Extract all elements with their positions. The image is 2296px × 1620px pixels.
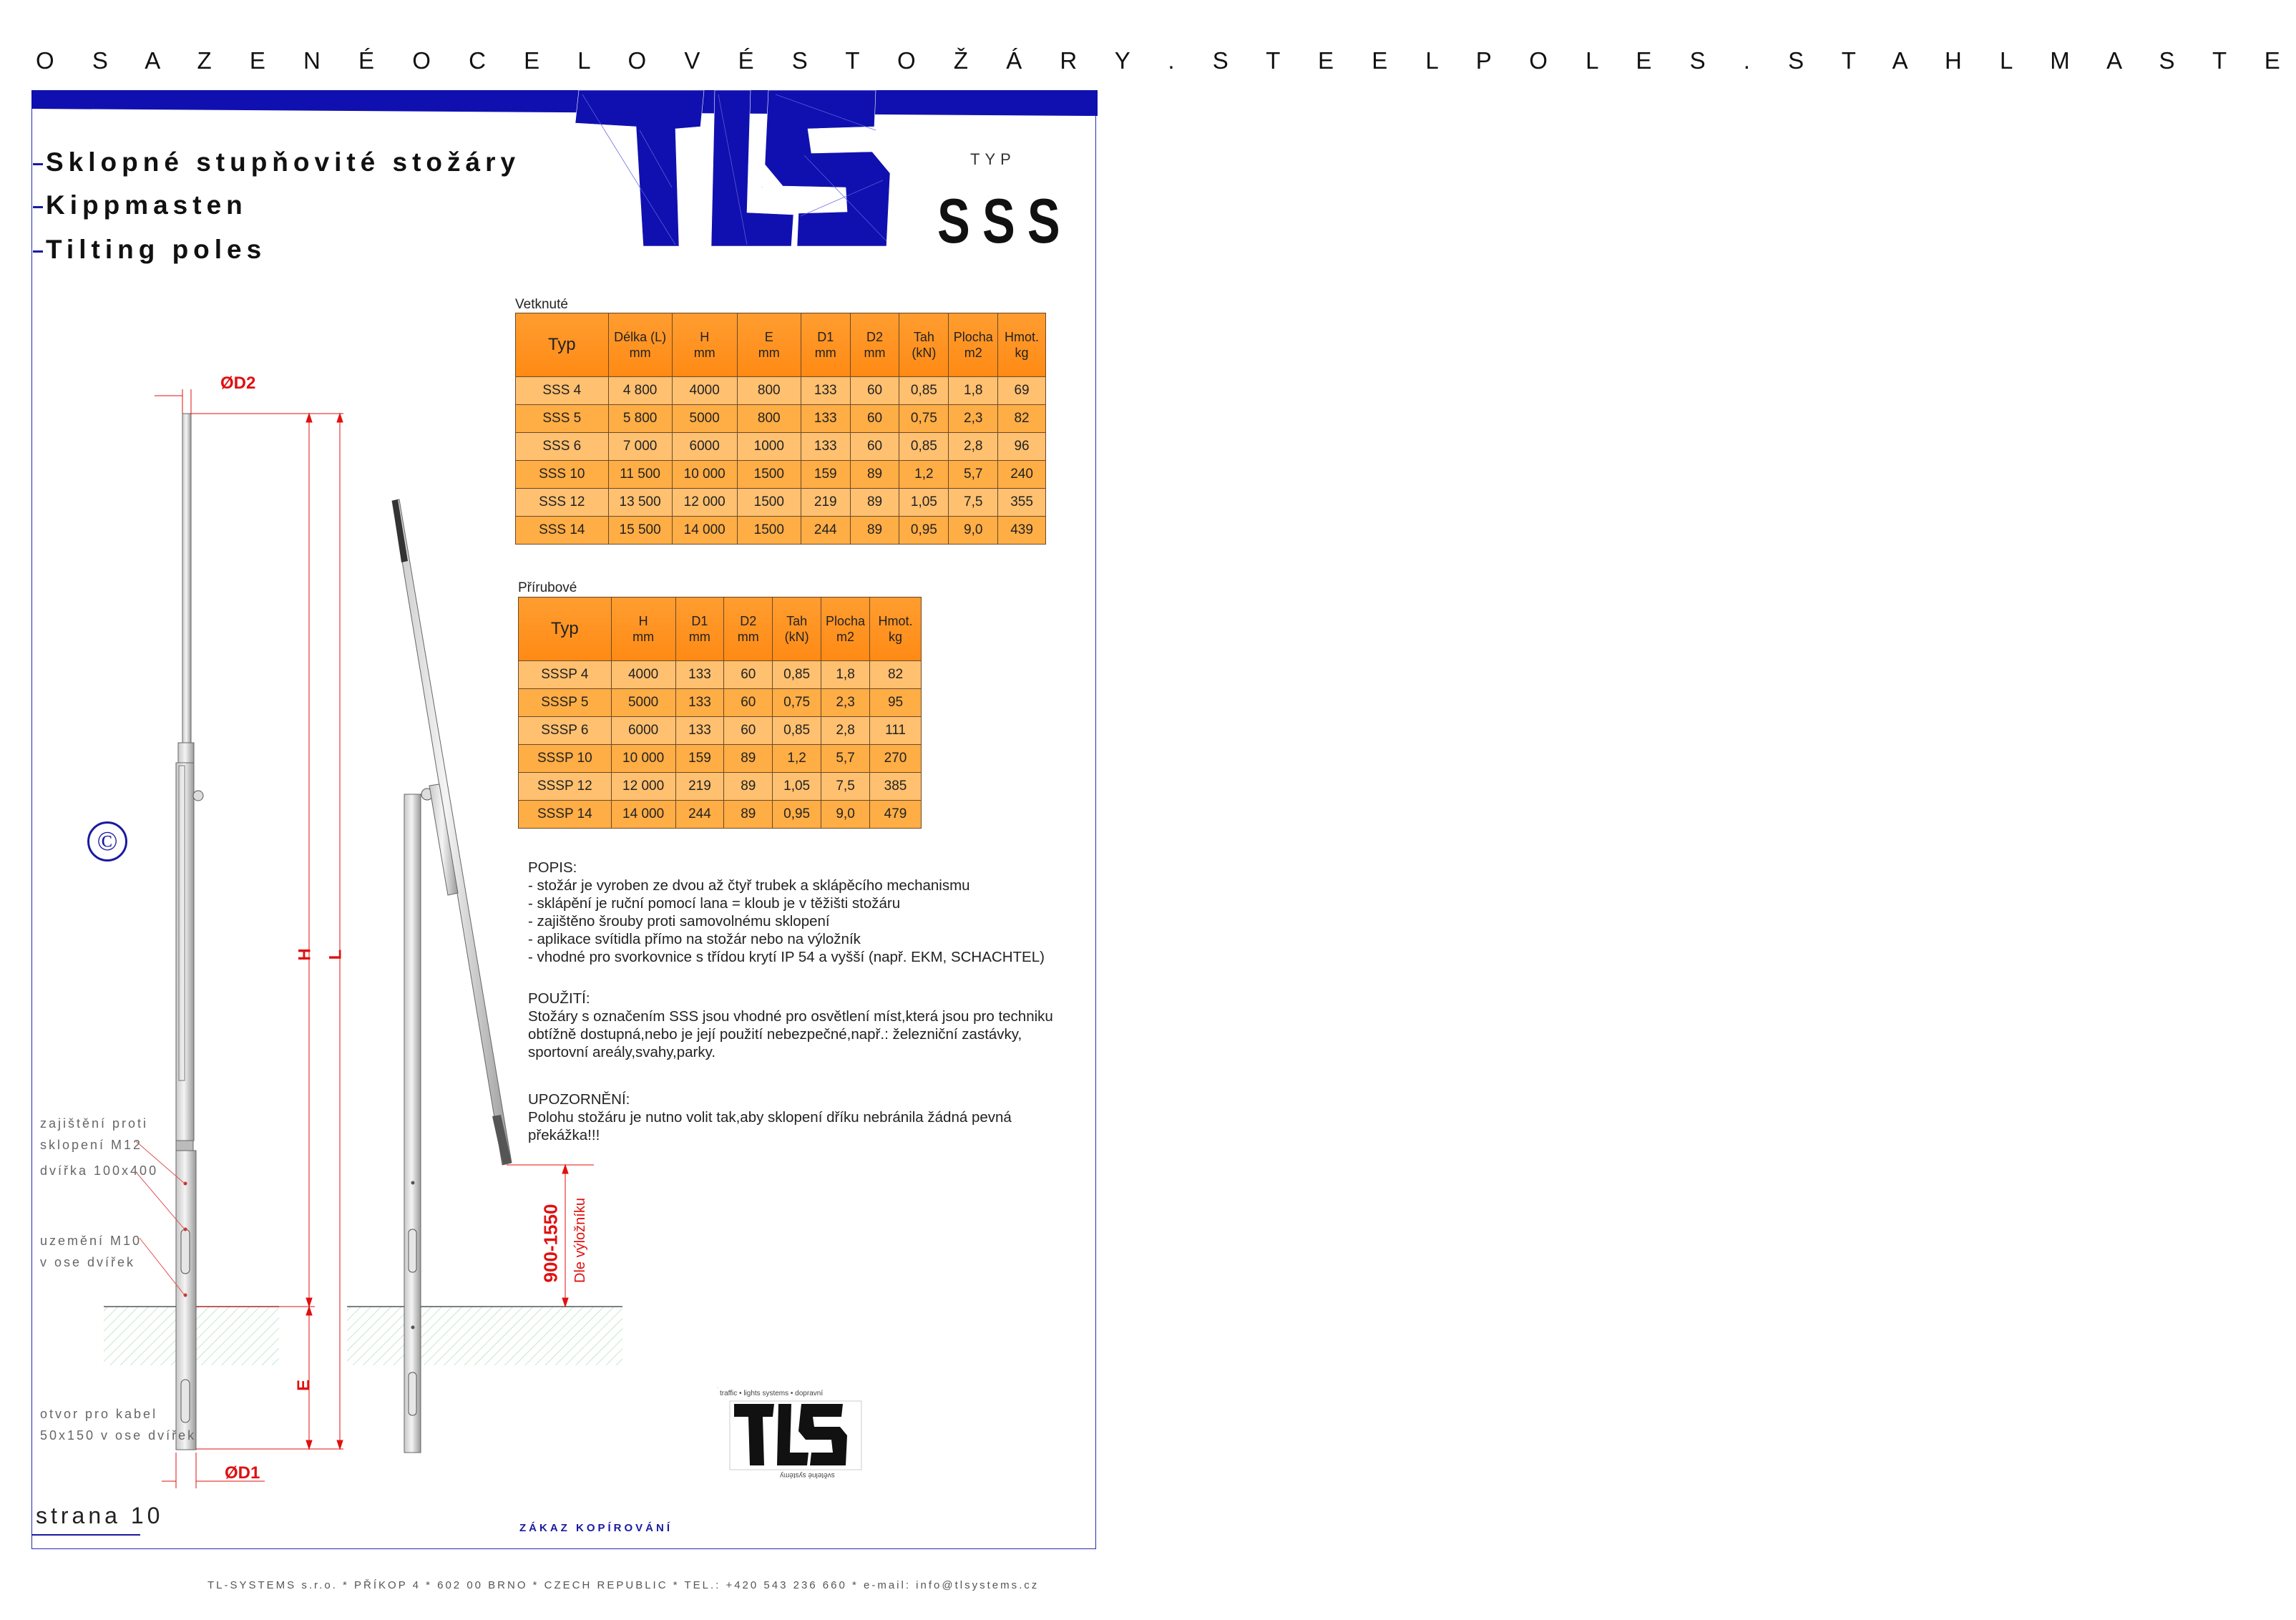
table-cell: SSSP 12 <box>519 773 612 801</box>
column-header: H mm <box>611 597 675 661</box>
column-header: Plocha m2 <box>949 313 998 377</box>
table-cell: 133 <box>801 433 850 461</box>
table-cell: SSSP 6 <box>519 717 612 745</box>
table-cell: 60 <box>850 433 899 461</box>
ground-hatch-right <box>347 1307 622 1365</box>
column-header: D2 mm <box>724 597 773 661</box>
table-cell: 0,75 <box>773 689 821 717</box>
table-cell: 159 <box>801 461 850 489</box>
d2-label: ØD2 <box>220 374 256 393</box>
popis-line: - vhodné pro svorkovnice s třídou krytí IP 54 a vyšší (např. EKM, SCHACHTEL) <box>528 949 1045 965</box>
popis-line: - sklápění je ruční pomocí lana = kloub je v těžišti stožáru <box>528 895 901 912</box>
table-cell: 4000 <box>672 377 737 405</box>
table-cell: 95 <box>870 689 922 717</box>
table-cell: 1500 <box>737 517 801 545</box>
table-cell: 14 000 <box>611 801 675 829</box>
popis-line: - aplikace svítidla přímo na stožár nebo na výložník <box>528 931 861 947</box>
table-cell: 2,8 <box>821 717 870 745</box>
column-header: E mm <box>737 313 801 377</box>
table-cell: 9,0 <box>949 517 998 545</box>
table-cell: 5000 <box>672 405 737 433</box>
table-cell: 219 <box>801 489 850 517</box>
table-cell: 5,7 <box>821 745 870 773</box>
table-cell: 10 000 <box>611 745 675 773</box>
h-label: H <box>295 948 315 961</box>
table-cell: 133 <box>801 377 850 405</box>
table-cell: 0,85 <box>773 717 821 745</box>
table-cell: 800 <box>737 405 801 433</box>
table-cell: 6000 <box>672 433 737 461</box>
column-header: D2 mm <box>850 313 899 377</box>
table-cell: 133 <box>801 405 850 433</box>
cable-hole <box>181 1380 190 1423</box>
table-cell: 5,7 <box>949 461 998 489</box>
table-cell: 1,05 <box>773 773 821 801</box>
table-cell: 60 <box>724 717 773 745</box>
table-cell: 0,85 <box>773 661 821 689</box>
door-opening <box>181 1229 190 1274</box>
column-header: Typ <box>516 313 609 377</box>
column-header: Délka (L) mm <box>608 313 672 377</box>
table-cell: SSSP 4 <box>519 661 612 689</box>
stamp-ring-top: traffic • lights systems • dopravní <box>720 1390 824 1397</box>
table-cell: 14 000 <box>672 517 737 545</box>
table-cell: 270 <box>870 745 922 773</box>
label-otvor: otvor pro kabel <box>40 1407 158 1421</box>
pouziti-heading: POUŽITÍ: <box>528 990 590 1007</box>
table-cell: 2,3 <box>821 689 870 717</box>
pouziti-line: obtížně dostupná,nebo je její použití nebezpečné,např.: železniční zastávky, <box>528 1026 1022 1043</box>
table2-caption: Přírubové <box>518 580 577 595</box>
upozorneni-line: překážka!!! <box>528 1127 600 1143</box>
table-cell: 800 <box>737 377 801 405</box>
footer-address: TL-SYSTEMS s.r.o. * PŘÍKOP 4 * 602 00 BRNO * CZECH REPUBLIC * TEL.: +420 543 236 660 * e-mail: info@tlsystems.cz <box>207 1579 1040 1591</box>
table-cell: 111 <box>870 717 922 745</box>
table-cell: SSS 4 <box>516 377 609 405</box>
table-cell: 0,85 <box>899 433 949 461</box>
stamp-logo-text: TLS <box>717 1388 718 1389</box>
table-cell: 60 <box>850 377 899 405</box>
table-cell: 15 500 <box>608 517 672 545</box>
table1-caption: Vetknuté <box>515 297 568 312</box>
l-label: L <box>326 949 346 960</box>
table-cell: 11 500 <box>608 461 672 489</box>
table-cell: 4 800 <box>608 377 672 405</box>
table-cell: 133 <box>675 717 724 745</box>
table-cell: 13 500 <box>608 489 672 517</box>
page-number: strana 10 <box>36 1503 164 1528</box>
label-zajisteni: zajištění proti <box>40 1116 149 1131</box>
table-cell: 385 <box>870 773 922 801</box>
table-cell: SSSP 10 <box>519 745 612 773</box>
column-header: D1 mm <box>801 313 850 377</box>
column-header: Plocha m2 <box>821 597 870 661</box>
table-cell: 89 <box>850 489 899 517</box>
table-cell: 60 <box>724 689 773 717</box>
table-cell: 60 <box>724 661 773 689</box>
table-cell: 4000 <box>611 661 675 689</box>
table-cell: 9,0 <box>821 801 870 829</box>
table-cell: 219 <box>675 773 724 801</box>
table-cell: 1,8 <box>821 661 870 689</box>
table-cell: 89 <box>724 773 773 801</box>
range-note: Dle výložníku <box>572 1198 588 1283</box>
upozorneni-heading: UPOZORNĚNÍ: <box>528 1091 630 1108</box>
table-cell: 159 <box>675 745 724 773</box>
table-cell: SSS 10 <box>516 461 609 489</box>
pole-drawing <box>0 372 644 1495</box>
table-cell: SSS 12 <box>516 489 609 517</box>
table-cell: 1500 <box>737 461 801 489</box>
table-cell: 60 <box>850 405 899 433</box>
copyright-symbol: © <box>87 821 127 862</box>
pouziti-line: sportovní areály,svahy,parky. <box>528 1044 716 1060</box>
subtitle-cz: Sklopné stupňovité stožáry <box>33 147 520 177</box>
table-cell: 6000 <box>611 717 675 745</box>
d1-label: ØD1 <box>225 1463 260 1483</box>
table-cell: SSS 14 <box>516 517 609 545</box>
tls-stamp-logo <box>717 1388 874 1481</box>
table-cell: 10 000 <box>672 461 737 489</box>
page-number-underline <box>31 1534 140 1536</box>
header-bar <box>31 90 1098 116</box>
table-cell: 7 000 <box>608 433 672 461</box>
popis-line: - stožár je vyroben ze dvou až čtyř trubek a sklápěcího mechanismu <box>528 877 970 894</box>
table-cell: 0,85 <box>899 377 949 405</box>
label-uzemeni: uzemění M10 <box>40 1234 142 1248</box>
label-dvirka: dvířka 100x400 <box>40 1163 159 1178</box>
table-cell: 133 <box>675 661 724 689</box>
table-cell: 89 <box>724 745 773 773</box>
table-cell: 96 <box>998 433 1046 461</box>
table-cell: 5 800 <box>608 405 672 433</box>
label-uzemeni-2: v ose dvířek <box>40 1255 136 1269</box>
typ-value: SSS <box>937 185 1073 256</box>
table-cell: 244 <box>675 801 724 829</box>
hinge <box>193 791 203 801</box>
pouziti-line: Stožáry s označením SSS jsou vhodné pro osvětlení míst,která jsou pro techniku <box>528 1008 1053 1025</box>
table-cell: 1,05 <box>899 489 949 517</box>
range-label: 900-1550 <box>539 1204 562 1283</box>
table-cell: 244 <box>801 517 850 545</box>
table-cell: 1,8 <box>949 377 998 405</box>
table-cell: 1,2 <box>899 461 949 489</box>
table-cell: 7,5 <box>949 489 998 517</box>
table-cell: 240 <box>998 461 1046 489</box>
e-label: E <box>294 1379 314 1392</box>
table-cell: 1,2 <box>773 745 821 773</box>
column-header: Tah (kN) <box>773 597 821 661</box>
table-cell: 0,95 <box>899 517 949 545</box>
table-cell: 1000 <box>737 433 801 461</box>
subtitle-de: Kippmasten <box>33 190 248 220</box>
upozorneni-line: Polohu stožáru je nutno volit tak,aby sklopení dříku nebránila žádná pevná <box>528 1109 1012 1126</box>
subtitle-en: Tilting poles <box>33 235 266 265</box>
table-cell: 0,95 <box>773 801 821 829</box>
label-otvor-2: 50x150 v ose dvířek <box>40 1428 197 1443</box>
table-cell: 2,3 <box>949 405 998 433</box>
label-zajisteni-2: sklopení M12 <box>40 1138 143 1152</box>
table-cell: SSS 6 <box>516 433 609 461</box>
popis-heading: POPIS: <box>528 859 577 876</box>
column-header: Typ <box>519 597 612 661</box>
column-header: D1 mm <box>675 597 724 661</box>
table-cell: 69 <box>998 377 1046 405</box>
table-cell: SSS 5 <box>516 405 609 433</box>
table-cell: 133 <box>675 689 724 717</box>
popis-line: - zajištěno šrouby proti samovolnému sklopení <box>528 913 830 929</box>
table-cell: 355 <box>998 489 1046 517</box>
table-cell: 89 <box>850 461 899 489</box>
table-cell: 439 <box>998 517 1046 545</box>
table-cell: 0,75 <box>899 405 949 433</box>
table-cell: 479 <box>870 801 922 829</box>
table-cell: 12 000 <box>611 773 675 801</box>
table-cell: 1500 <box>737 489 801 517</box>
column-header: Hmot. kg <box>998 313 1046 377</box>
table-cell: 7,5 <box>821 773 870 801</box>
table-cell: SSSP 14 <box>519 801 612 829</box>
stamp-ring-bottom: světelné systémy <box>780 1471 835 1479</box>
table-cell: 2,8 <box>949 433 998 461</box>
typ-label: TYP <box>970 150 1016 168</box>
copy-warning: ZÁKAZ KOPÍROVÁNÍ <box>519 1522 673 1534</box>
logo-text: TLS <box>761 187 763 188</box>
column-header: Tah (kN) <box>899 313 949 377</box>
column-header: H mm <box>672 313 737 377</box>
table-cell: 5000 <box>611 689 675 717</box>
table-cell: SSSP 5 <box>519 689 612 717</box>
table-cell: 82 <box>998 405 1046 433</box>
page-header-title: O S A Z E N É O C E L O V É S T O Ž Á R Y . S T E E L P O L E S . S T A H L M A S T E <box>36 47 2296 74</box>
table-cell: 89 <box>724 801 773 829</box>
table-cell: 89 <box>850 517 899 545</box>
column-header: Hmot. kg <box>870 597 922 661</box>
table-cell: 82 <box>870 661 922 689</box>
table-cell: 12 000 <box>672 489 737 517</box>
tilting-pole-base <box>404 794 421 1453</box>
pole-top-section <box>182 414 191 744</box>
